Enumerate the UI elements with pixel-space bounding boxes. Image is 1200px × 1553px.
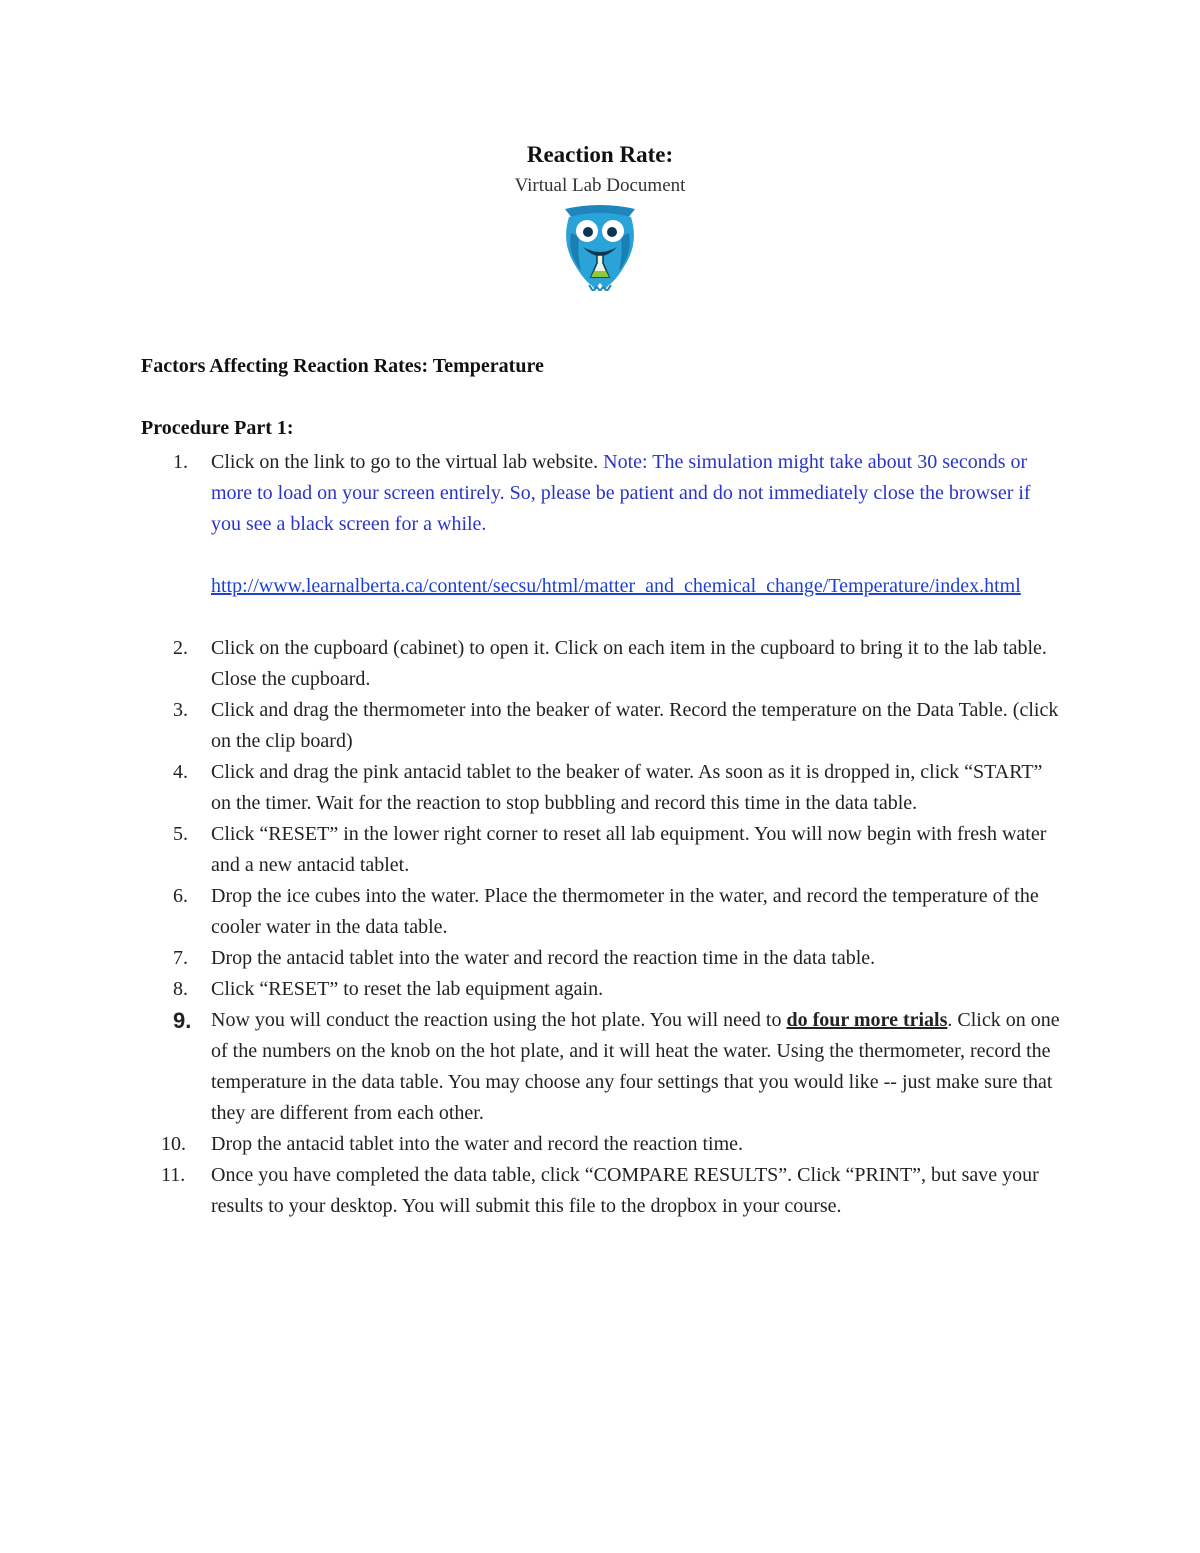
list-item xyxy=(0,1160,1200,1222)
list-item xyxy=(0,447,1200,602)
step-number: 2. xyxy=(173,637,188,659)
list-item xyxy=(0,757,1200,819)
step-number: 11. xyxy=(161,1164,186,1186)
document-title: Reaction Rate: xyxy=(526,142,674,167)
list-item xyxy=(0,1005,1200,1129)
step-number: 3. xyxy=(173,699,188,721)
procedure-heading: Procedure Part 1: xyxy=(141,417,294,439)
list-item xyxy=(0,633,1200,695)
step-text: Drop the antacid tablet into the water and record the reaction time in the data table. xyxy=(211,947,876,969)
step-number: 9. xyxy=(173,1008,192,1033)
section-heading: Factors Affecting Reaction Rates: Temperature xyxy=(141,355,544,377)
virtual-lab-link[interactable]: http://www.learnalberta.ca/content/secsu/html/matter_and_chemical_change/Temperature/index.html xyxy=(211,575,1021,597)
list-item xyxy=(0,695,1200,757)
list-item xyxy=(0,974,1200,1005)
step-text: Click and drag the pink antacid tablet to the beaker of water. As soon as it is dropped in, click “START” on the timer. Wait for the reaction to stop bubbling and record this time in the data table. xyxy=(211,761,1043,814)
step-note: Note: The simulation might take about 30 seconds or more to load on your screen entirely. So, please be patient and do not immediately close the browser if you see a black screen for a while. xyxy=(211,451,1031,535)
step-number: 1. xyxy=(173,451,188,473)
step-text: Drop the antacid tablet into the water and record the reaction time. xyxy=(211,1133,744,1155)
step-text: Drop the ice cubes into the water. Place the thermometer in the water, and record the temperature of the cooler water in the data table. xyxy=(211,885,1039,938)
document-subtitle: Virtual Lab Document xyxy=(514,175,686,196)
step-text: . Click on one of the numbers on the knob on the hot plate, and it will heat the water. Using the thermometer, record the temperature in the data table. You may choose any four settings that you would like -- just make sure that they are different from each other. xyxy=(211,1009,1060,1124)
step-number: 7. xyxy=(173,947,188,969)
step-text: Now you will conduct the reaction using the hot plate. You will need to xyxy=(211,1009,787,1031)
step-text: Click and drag the thermometer into the beaker of water. Record the temperature on the Data Table. (click on the clip board) xyxy=(211,699,1059,752)
step-number: 8. xyxy=(173,978,188,1000)
step-emphasis: do four more trials xyxy=(786,1009,948,1031)
list-item xyxy=(0,819,1200,881)
owl-logo-icon xyxy=(559,203,641,291)
step-text: Click “RESET” in the lower right corner to reset all lab equipment. You will now begin with fresh water and a new antacid tablet. xyxy=(211,823,1047,876)
step-number: 6. xyxy=(173,885,188,907)
step-text: Click on the cupboard (cabinet) to open it. Click on each item in the cupboard to bring it to the lab table. Close the cupboard. xyxy=(211,637,1047,690)
step-number: 10. xyxy=(161,1133,186,1155)
list-item xyxy=(0,1129,1200,1160)
step-number: 5. xyxy=(173,823,188,845)
list-item xyxy=(0,943,1200,974)
step-number: 4. xyxy=(173,761,188,783)
step-text: Once you have completed the data table, click “COMPARE RESULTS”. Click “PRINT”, but save your results to your desktop. You will submit this file to the dropbox in your course. xyxy=(211,1164,1039,1217)
step-text: Click on the link to go to the virtual lab website. xyxy=(211,451,604,473)
step-text: Click “RESET” to reset the lab equipment again. xyxy=(211,978,604,1000)
list-item xyxy=(0,881,1200,943)
procedure-steps-list xyxy=(0,447,1200,1222)
